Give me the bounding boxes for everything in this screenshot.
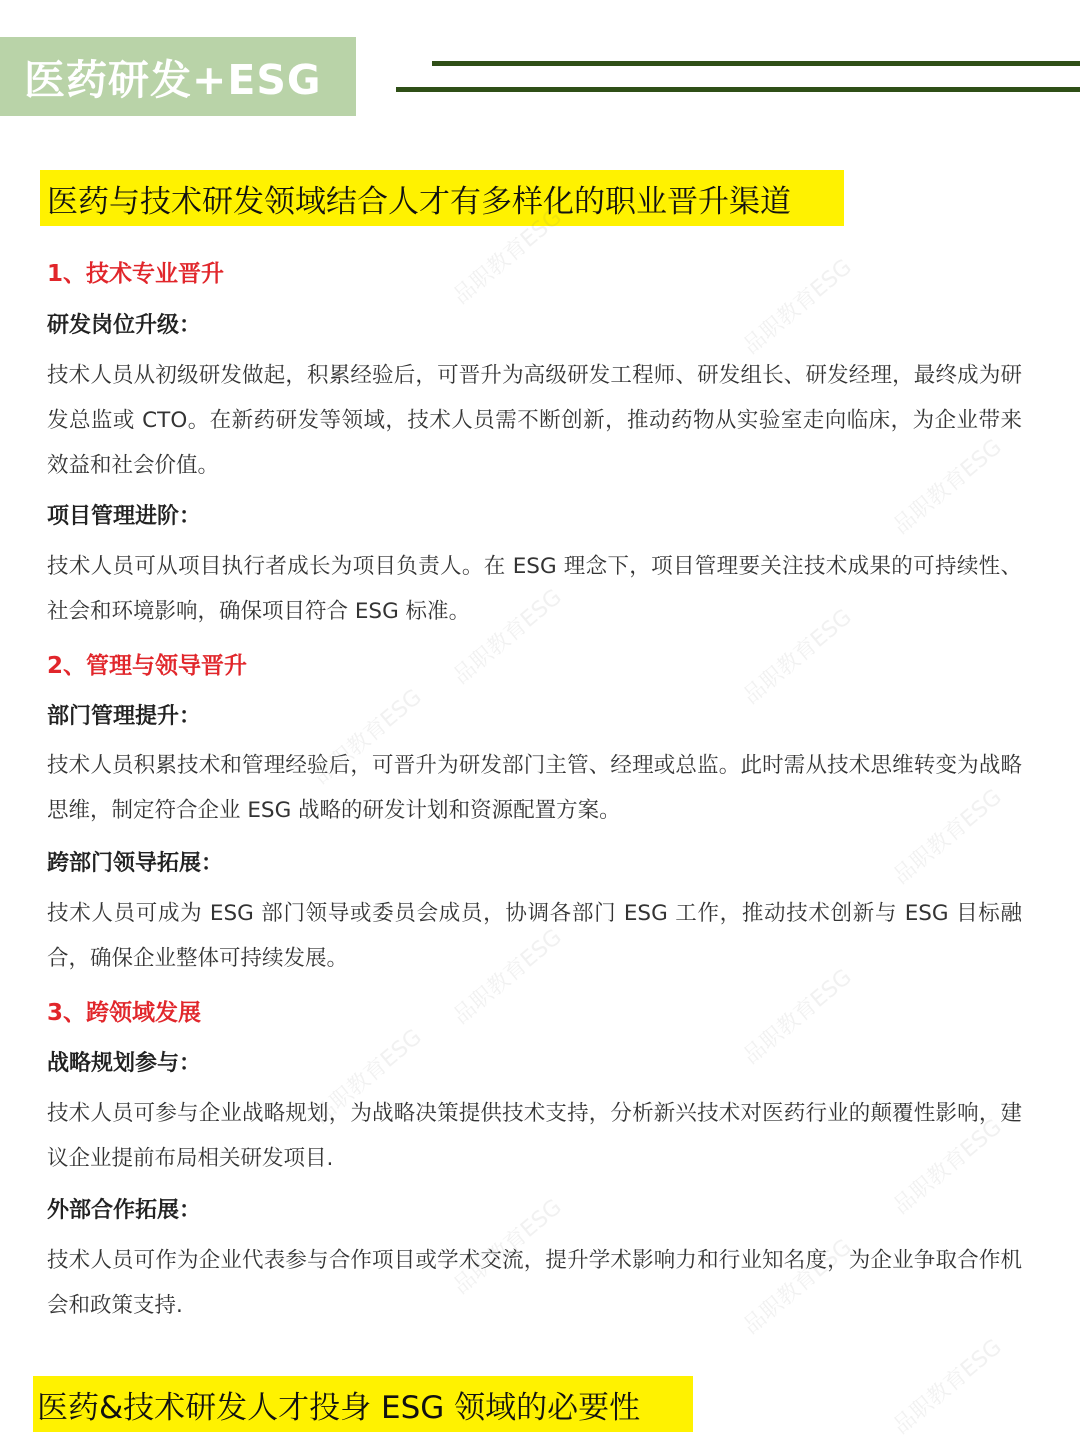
highlight-heading-career-paths: 医药与技术研发领域结合人才有多样化的职业晋升渠道 [40, 170, 844, 226]
watermark: 品职教育ESG [448, 1194, 567, 1300]
decorative-rule-top [432, 61, 1080, 66]
subheading-dept-mgmt: 部门管理提升： [47, 704, 202, 729]
subheading-external-coop: 外部合作拓展： [47, 1198, 202, 1223]
paragraph-cross-dept: 技术人员可成为 ESG 部门领导或委员会成员，协调各部门 ESG 工作，推动技术创新与 ESG 目标融合，确保企业整体可持续发展。 [47, 901, 1022, 971]
title-tag [0, 37, 356, 116]
watermark: 品职教育ESG [888, 1334, 1007, 1440]
watermark: 品职教育ESG [738, 964, 857, 1070]
watermark: 品职教育ESG [888, 434, 1007, 540]
watermark: 品职教育ESG [448, 204, 567, 310]
paragraph-external-coop: 技术人员可作为企业代表参与合作项目或学术交流，提升学术影响力和行业知名度，为企业争取合作机会和政策支持. [47, 1248, 1022, 1318]
paragraph-strategy: 技术人员可参与企业战略规划，为战略决策提供技术支持，分析新兴技术对医药行业的颠覆性影响，建议企业提前布局相关研发项目. [47, 1101, 1022, 1171]
watermark: 品职教育ESG [738, 254, 857, 360]
paragraph-rd-upgrade: 技术人员从初级研发做起，积累经验后，可晋升为高级研发工程师、研发组长、研发经理，最终成为研发总监或 CTO。在新药研发等领域，技术人员需不断创新，推动药物从实验室走向临床，为企业带来效益和社会价值。 [47, 363, 1022, 478]
watermark: 品职教育ESG [308, 684, 427, 790]
paragraph-project-mgmt: 技术人员可从项目执行者成长为项目负责人。在 ESG 理念下，项目管理要关注技术成果的可持续性、社会和环境影响，确保项目符合 ESG 标准。 [47, 554, 1022, 624]
subheading-project-mgmt: 项目管理进阶： [47, 504, 202, 529]
watermark: 品职教育ESG [448, 584, 567, 690]
highlight-heading-necessity: 医药&技术研发人才投身 ESG 领域的必要性 [33, 1376, 693, 1432]
watermark: 品职教育ESG [308, 1024, 427, 1130]
watermark: 品职教育ESG [888, 784, 1007, 890]
page-title: 医药研发+ESG [24, 56, 322, 104]
watermark: 品职教育ESG [448, 924, 567, 1030]
decorative-rule-bottom [396, 87, 1080, 92]
section-heading-3: 3、跨领域发展 [47, 1000, 202, 1026]
section-heading-1: 1、技术专业晋升 [47, 261, 225, 287]
watermark: 品职教育ESG [888, 1114, 1007, 1220]
paragraph-dept-mgmt: 技术人员积累技术和管理经验后，可晋升为研发部门主管、经理或总监。此时需从技术思维转变为战略思维，制定符合企业 ESG 战略的研发计划和资源配置方案。 [47, 753, 1022, 823]
subheading-rd-upgrade: 研发岗位升级： [47, 313, 202, 338]
subheading-cross-dept: 跨部门领导拓展： [47, 851, 224, 876]
subheading-strategy: 战略规划参与： [47, 1051, 202, 1076]
section-heading-2: 2、管理与领导晋升 [47, 653, 248, 679]
watermark: 品职教育ESG [738, 1234, 857, 1340]
watermark: 品职教育ESG [738, 604, 857, 710]
